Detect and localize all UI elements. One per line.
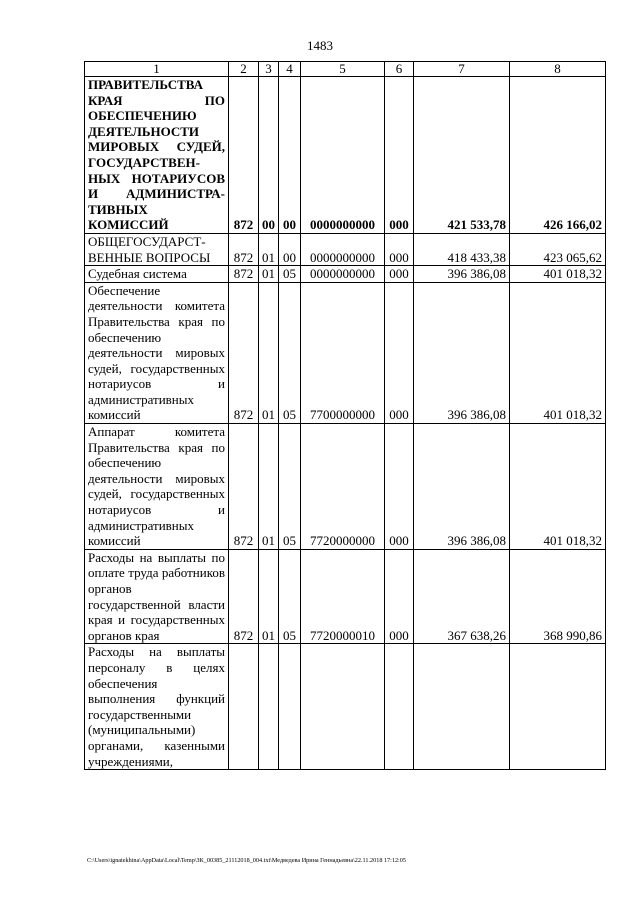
cell-amount-year1: 367 638,26 xyxy=(414,549,510,644)
cell-section: 01 xyxy=(259,233,279,265)
cell-target-article: 0000000000 xyxy=(301,233,385,265)
column-header: 1 xyxy=(85,62,229,77)
row-name: ОБЩЕГОСУДАРСТ-ВЕННЫЕ ВОПРОСЫ xyxy=(85,233,229,265)
cell-ministry xyxy=(229,644,259,770)
cell-amount-year1: 396 386,08 xyxy=(414,424,510,550)
cell-amount-year2: 401 018,32 xyxy=(510,266,606,283)
column-header: 8 xyxy=(510,62,606,77)
cell-ministry: 872 xyxy=(229,282,259,423)
footer-file-path: C:\Users\ignatekhina\AppData\Local\Temp\ЗК_00385_21112018_004.txt\Медведева Ирина Геннадьевна\22.11.2018 17:12:05 xyxy=(87,857,406,864)
cell-section: 00 xyxy=(259,77,279,234)
cell-section: 01 xyxy=(259,266,279,283)
table-row xyxy=(85,424,606,550)
cell-amount-year2: 423 065,62 xyxy=(510,233,606,265)
table-row xyxy=(85,233,606,265)
cell-ministry: 872 xyxy=(229,266,259,283)
cell-ministry: 872 xyxy=(229,233,259,265)
cell-target-article: 7700000000 xyxy=(301,282,385,423)
cell-expense-type: 000 xyxy=(385,266,414,283)
cell-target-article: 7720000000 xyxy=(301,424,385,550)
cell-target-article: 0000000000 xyxy=(301,266,385,283)
budget-table xyxy=(84,61,606,770)
cell-target-article: 7720000010 xyxy=(301,549,385,644)
row-name: Обеспечение деятельности комитета Правительства края по обеспечению деятельности мировых судей, государственных нотариусов и административных комиссий xyxy=(85,282,229,423)
cell-expense-type: 000 xyxy=(385,77,414,234)
cell-section xyxy=(259,644,279,770)
cell-amount-year1: 421 533,78 xyxy=(414,77,510,234)
cell-section: 01 xyxy=(259,282,279,423)
table-row xyxy=(85,549,606,644)
table-row xyxy=(85,77,606,234)
cell-section: 01 xyxy=(259,424,279,550)
cell-expense-type: 000 xyxy=(385,424,414,550)
column-header: 5 xyxy=(301,62,385,77)
cell-amount-year1: 396 386,08 xyxy=(414,282,510,423)
cell-subsection: 00 xyxy=(279,77,301,234)
cell-target-article: 0000000000 xyxy=(301,77,385,234)
cell-expense-type: 000 xyxy=(385,282,414,423)
page-number: 1483 xyxy=(307,38,333,53)
table-header-row xyxy=(85,62,606,77)
column-header: 2 xyxy=(229,62,259,77)
table-row xyxy=(85,644,606,770)
cell-subsection: 05 xyxy=(279,549,301,644)
cell-ministry: 872 xyxy=(229,77,259,234)
column-header: 6 xyxy=(385,62,414,77)
cell-section: 01 xyxy=(259,549,279,644)
column-header: 3 xyxy=(259,62,279,77)
table-row xyxy=(85,282,606,423)
cell-subsection: 05 xyxy=(279,282,301,423)
cell-amount-year2: 401 018,32 xyxy=(510,282,606,423)
row-name: Аппарат комитета Правительства края по обеспечению деятельности мировых судей, государственных нотариусов и административных комиссий xyxy=(85,424,229,550)
cell-subsection: 00 xyxy=(279,233,301,265)
column-header: 4 xyxy=(279,62,301,77)
row-name: ПРАВИТЕЛЬСТВА КРАЯ ПО ОБЕСПЕЧЕНИЮ ДЕЯТЕЛЬНОСТИ МИРОВЫХ СУДЕЙ, ГОСУДАРСТВЕН-НЫХ НОТАРИУСОВ И АДМИНИСТРА-ТИВНЫХ КОМИССИЙ xyxy=(85,77,229,234)
cell-expense-type: 000 xyxy=(385,233,414,265)
column-header: 7 xyxy=(414,62,510,77)
cell-expense-type: 000 xyxy=(385,549,414,644)
cell-amount-year1 xyxy=(414,644,510,770)
cell-expense-type xyxy=(385,644,414,770)
cell-amount-year2: 368 990,86 xyxy=(510,549,606,644)
cell-ministry: 872 xyxy=(229,549,259,644)
row-name: Расходы на выплаты по оплате труда работников органов государственной власти края и государственных органов края xyxy=(85,549,229,644)
cell-subsection: 05 xyxy=(279,424,301,550)
row-name: Судебная система xyxy=(85,266,229,283)
cell-amount-year1: 418 433,38 xyxy=(414,233,510,265)
row-name: Расходы на выплаты персоналу в целях обеспечения выполнения функций государственными (муниципальными) органами, казенными учреждениями, xyxy=(85,644,229,770)
cell-subsection xyxy=(279,644,301,770)
cell-amount-year2: 426 166,02 xyxy=(510,77,606,234)
table-row xyxy=(85,266,606,283)
cell-amount-year1: 396 386,08 xyxy=(414,266,510,283)
cell-ministry: 872 xyxy=(229,424,259,550)
cell-amount-year2: 401 018,32 xyxy=(510,424,606,550)
cell-target-article xyxy=(301,644,385,770)
cell-amount-year2 xyxy=(510,644,606,770)
cell-subsection: 05 xyxy=(279,266,301,283)
